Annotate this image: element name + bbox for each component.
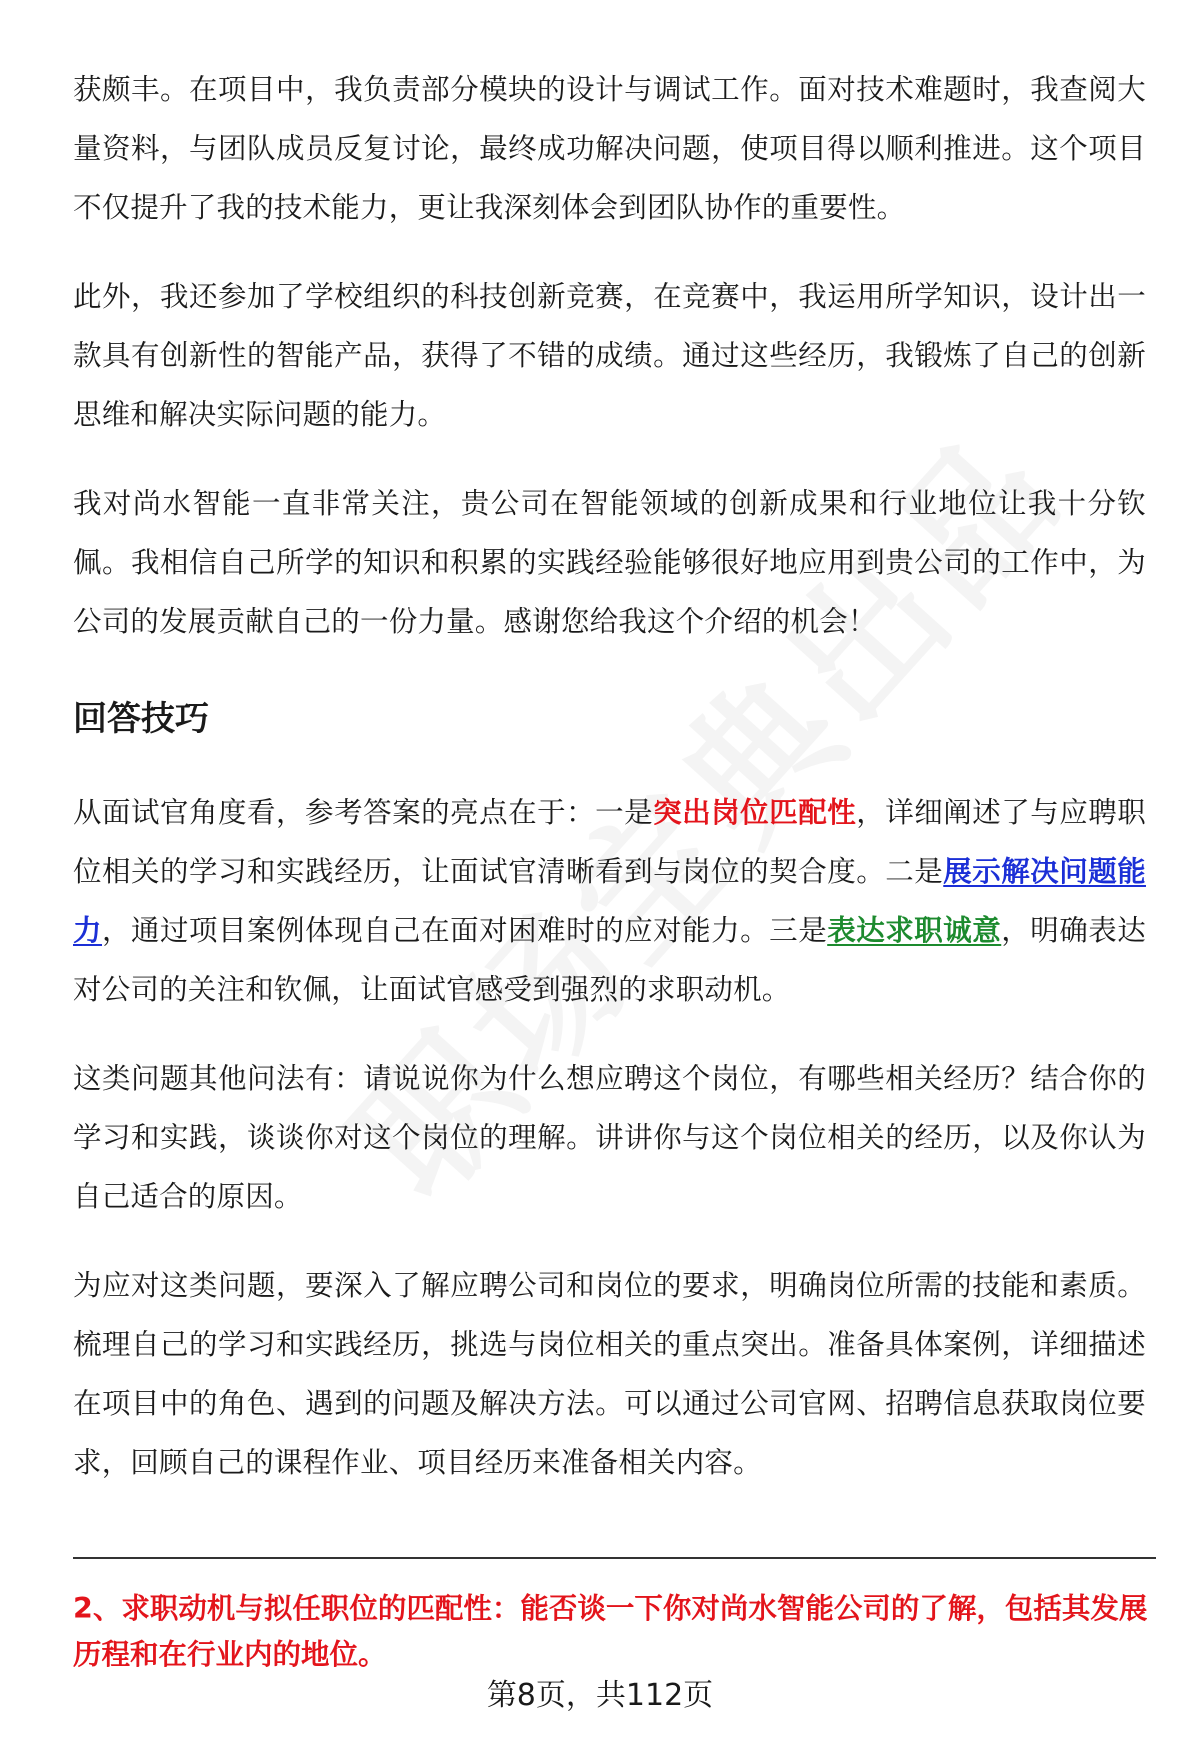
next-question-title: 2、求职动机与拟任职位的匹配性：能否谈一下你对尚水智能公司的了解，包括其发展历程和在行业内的地位。: [73, 1592, 1148, 1671]
tips-paragraph-1: [73, 783, 1146, 1019]
highlight-problem-solving: 展示解决问题能力: [73, 855, 1146, 947]
section-divider: [73, 1557, 1156, 1559]
tips-text-b: ，详细阐述了与应聘职位相关的学习和实践经历，让面试官清晰看到与岗位的契合度。二是: [73, 796, 1146, 888]
answer-paragraph-1: 获颇丰。在项目中，我负责部分模块的设计与调试工作。面对技术难题时，我查阅大量资料，与团队成员反复讨论，最终成功解决问题，使项目得以顺利推进。这个项目不仅提升了我的技术能力，更让我深刻体会到团队协作的重要性。: [73, 73, 1146, 224]
tips-paragraph-3: 为应对这类问题，要深入了解应聘公司和岗位的要求，明确岗位所需的技能和素质。梳理自己的学习和实践经历，挑选与岗位相关的重点突出。准备具体案例，详细描述在项目中的角色、遇到的问题及解决方法。可以通过公司官网、招聘信息获取岗位要求，回顾自己的课程作业、项目经历来准备相关内容。: [73, 1269, 1146, 1479]
tips-text-a: 从面试官角度看，参考答案的亮点在于：一是: [73, 796, 654, 829]
answer-paragraph-3: 我对尚水智能一直非常关注，贵公司在智能领域的创新成果和行业地位让我十分钦佩。我相信自己所学的知识和积累的实践经验能够很好地应用到贵公司的工作中，为公司的发展贡献自己的一份力量。感谢您给我这个介绍的机会！: [73, 487, 1146, 638]
page-content: [73, 60, 1146, 1522]
highlight-sincerity: 表达求职诚意: [827, 914, 1002, 947]
tips-paragraph-2: 这类问题其他问法有：请说说你为什么想应聘这个岗位，有哪些相关经历？结合你的学习和实践，谈谈你对这个岗位的理解。讲讲你与这个岗位相关的经历，以及你认为自己适合的原因。: [73, 1062, 1146, 1213]
highlight-job-match: 突出岗位匹配性: [653, 796, 857, 829]
answer-paragraph-2: 此外，我还参加了学校组织的科技创新竞赛，在竞赛中，我运用所学知识，设计出一款具有创新性的智能产品，获得了不错的成绩。通过这些经历，我锻炼了自己的创新思维和解决实际问题的能力。: [73, 280, 1146, 431]
page-number: 第8页，共112页: [486, 1678, 714, 1713]
section-heading-answer-tips: 回答技巧: [73, 699, 209, 739]
tips-text-c: ，通过项目案例体现自己在面对困难时的应对能力。三是: [102, 914, 828, 947]
tips-text-d: ，明确表达对公司的关注和钦佩，让面试官感受到强烈的求职动机。: [73, 914, 1146, 1006]
